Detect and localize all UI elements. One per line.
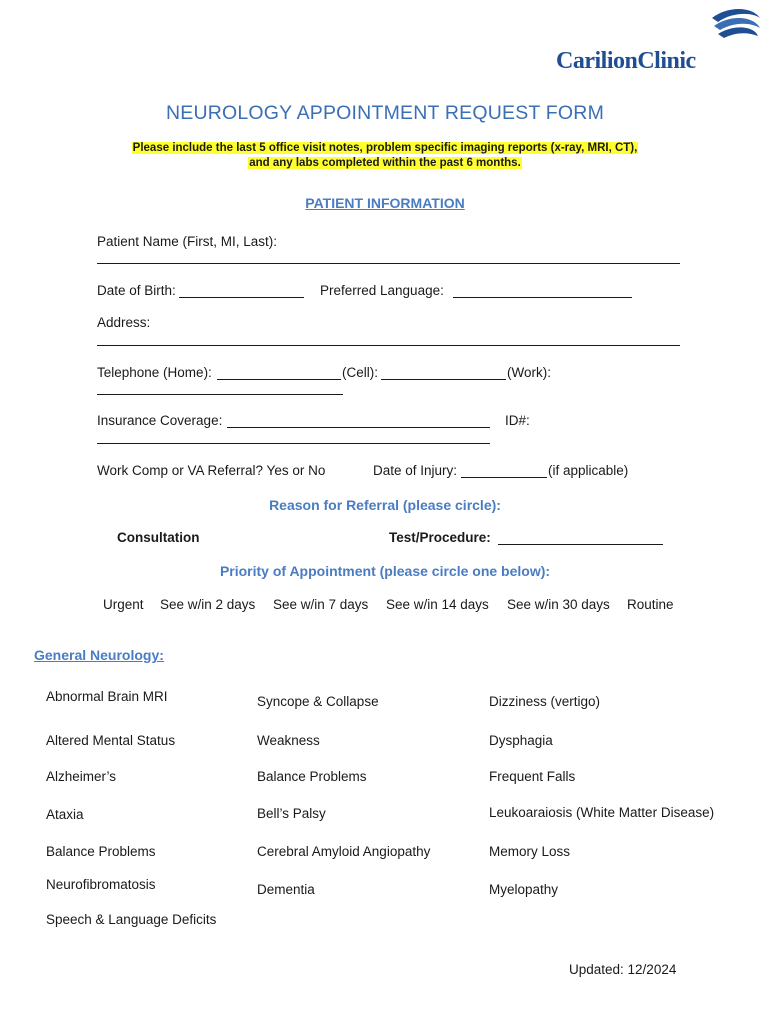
condition-item[interactable]: Dysphagia	[489, 733, 553, 748]
tel-cell-label: (Cell):	[342, 365, 378, 380]
language-label: Preferred Language:	[320, 283, 444, 298]
test-procedure-field[interactable]	[498, 544, 663, 545]
priority-option[interactable]: Urgent	[103, 597, 144, 612]
address-field[interactable]	[97, 345, 680, 346]
condition-item[interactable]: Frequent Falls	[489, 769, 576, 784]
instructions-line-1: Please include the last 5 office visit notes, problem specific imaging reports (x-ray, MRI, CT),	[132, 142, 638, 154]
insurance-label: Insurance Coverage:	[97, 413, 223, 428]
tel-cell-field[interactable]	[381, 379, 506, 380]
priority-option[interactable]: See w/in 2 days	[160, 597, 256, 612]
tel-work-field[interactable]	[97, 394, 343, 395]
tel-home-field[interactable]	[217, 379, 341, 380]
address-label: Address:	[97, 315, 151, 330]
page-title: NEUROLOGY APPOINTMENT REQUEST FORM	[165, 102, 605, 124]
priority-heading: Priority of Appointment (please circle one below):	[219, 563, 551, 579]
injury-date-field[interactable]	[461, 477, 547, 478]
priority-option[interactable]: See w/in 7 days	[273, 597, 369, 612]
injury-label: Date of Injury:	[373, 463, 458, 478]
condition-item[interactable]: Abnormal Brain MRI	[46, 689, 168, 704]
patient-info-heading: PATIENT INFORMATION	[305, 195, 465, 211]
condition-item[interactable]: Leukoaraiosis (White Matter Disease)	[489, 805, 715, 820]
condition-item[interactable]: Cerebral Amyloid Angiopathy	[257, 844, 431, 859]
referral-heading: Reason for Referral (please circle):	[269, 497, 501, 513]
condition-item[interactable]: Neurofibromatosis	[46, 877, 156, 892]
condition-item[interactable]: Dizziness (vertigo)	[489, 694, 601, 709]
id-label: ID#:	[505, 413, 530, 428]
condition-item[interactable]: Syncope & Collapse	[257, 694, 379, 709]
condition-item[interactable]: Memory Loss	[489, 844, 571, 859]
id-field[interactable]	[97, 443, 490, 444]
tel-work-label: (Work):	[507, 365, 551, 380]
patient-name-label: Patient Name (First, MI, Last):	[97, 234, 278, 249]
condition-item[interactable]: Balance Problems	[257, 769, 367, 784]
logo-text: CarilionClinic	[556, 48, 696, 74]
insurance-field[interactable]	[227, 427, 490, 428]
carilion-logo	[552, 4, 764, 76]
dob-label: Date of Birth:	[97, 283, 176, 298]
consultation-option[interactable]: Consultation	[117, 530, 200, 545]
priority-option[interactable]: See w/in 30 days	[507, 597, 610, 612]
language-field[interactable]	[453, 297, 632, 298]
condition-item[interactable]: Altered Mental Status	[46, 733, 176, 748]
condition-item[interactable]: Bell’s Palsy	[257, 806, 326, 821]
condition-item[interactable]: Speech & Language Deficits	[46, 912, 217, 927]
condition-item[interactable]: Dementia	[257, 882, 315, 897]
injury-suffix: (if applicable)	[548, 463, 629, 478]
instructions-line-2: and any labs completed within the past 6 months.	[249, 157, 521, 169]
workcomp-label: Work Comp or VA Referral? Yes or No	[97, 463, 326, 478]
condition-item[interactable]: Weakness	[257, 733, 320, 748]
condition-item[interactable]: Alzheimer’s	[46, 769, 117, 784]
tel-home-label: Telephone (Home):	[97, 365, 212, 380]
dob-field[interactable]	[179, 297, 304, 298]
priority-option[interactable]: Routine	[627, 597, 674, 612]
patient-name-field[interactable]	[97, 263, 680, 264]
condition-item[interactable]: Balance Problems	[46, 844, 156, 859]
test-procedure-label: Test/Procedure:	[389, 530, 491, 545]
condition-item[interactable]: Ataxia	[46, 807, 84, 822]
general-neurology-heading: General Neurology:	[34, 647, 164, 663]
updated-date: Updated: 12/2024	[569, 962, 677, 977]
condition-item[interactable]: Myelopathy	[489, 882, 559, 897]
priority-option[interactable]: See w/in 14 days	[386, 597, 489, 612]
